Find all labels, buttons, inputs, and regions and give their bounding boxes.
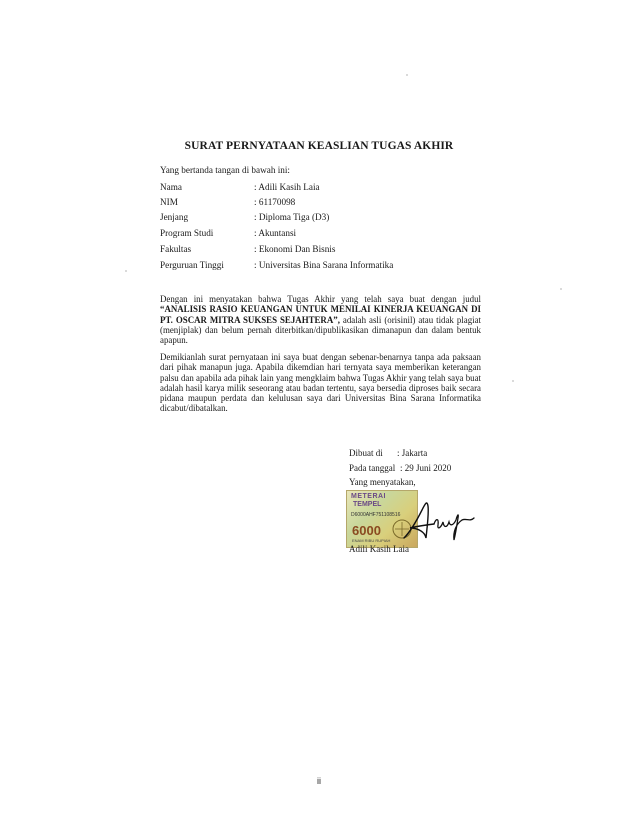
identity-value: : Adili Kasih Laia [254, 182, 320, 192]
identity-row-university [160, 260, 480, 272]
identity-row-level [160, 212, 480, 224]
page-number: ii [317, 776, 321, 786]
scan-speck [406, 74, 408, 76]
scan-speck [512, 380, 514, 382]
statement-text-before: Dengan ini menyatakan bahwa Tugas Akhir yang telah saya buat dengan judul [160, 294, 481, 304]
statement-paragraph [160, 294, 481, 345]
identity-row-nim [160, 197, 480, 209]
statement-text-after: adalah asli (orisinil) atau tidak plagiat (menjiplak) dan belum pernah diterbitkan/dipublikasikan dimanapun dan dalam bentuk apapun. [160, 314, 481, 346]
identity-label: NIM [160, 197, 178, 207]
thesis-title: “ANALISIS RASIO KEUANGAN UNTUK MENILAI KINERJA KEUANGAN DI PT. OSCAR MITRA SUKSES SEJAHTERA”, [160, 304, 481, 325]
identity-label: Nama [160, 182, 182, 192]
intro-text: Yang bertanda tangan di bawah ini: [160, 165, 290, 175]
place-value: : Jakarta [397, 448, 428, 458]
identity-row-name [160, 182, 480, 194]
stamp-serial: D6000AHF751108516 [351, 512, 401, 518]
place-label: Dibuat di [349, 448, 383, 458]
handwritten-signature-icon [396, 488, 480, 548]
identity-label: Fakultas [160, 244, 192, 254]
identity-label: Perguruan Tinggi [160, 260, 224, 270]
scan-speck [125, 270, 127, 272]
document-title: SURAT PERNYATAAN KEASLIAN TUGAS AKHIR [184, 140, 454, 152]
signatory-name: Adili Kasih Laia [349, 544, 409, 554]
identity-label: Program Studi [160, 228, 214, 238]
identity-value: : Ekonomi Dan Bisnis [254, 244, 336, 254]
stamp-line1: METERAI [351, 493, 386, 500]
identity-value: : Diploma Tiga (D3) [254, 212, 330, 222]
identity-row-program [160, 228, 480, 240]
closing-paragraph: Demikianlah surat pernyataan ini saya buat dengan sebenar-benarnya tanpa ada paksaan dari pihak manapun juga. Apabila dikemdian hari ternyata saya memberikan keterangan palsu dan apabila ada pihak lain yang mengklaim bahwa Tugas Akhir yang telah saya buat adalah hasil karya milik seseorang atau badan tertentu, saya bersedia diproses baik secara pidana maupun perdata dan kelulusan saya dari Universitas Bina Sarana Informatika dicabut/dibatalkan. [160, 352, 481, 414]
scan-speck [560, 288, 562, 290]
date-label: Pada tanggal [349, 463, 396, 473]
identity-value: : 61170098 [254, 197, 296, 207]
date-value: : 29 Juni 2020 [400, 463, 452, 473]
identity-value: : Universitas Bina Sarana Informatika [254, 260, 394, 270]
identity-label: Jenjang [160, 212, 189, 222]
stamp-amount: 6000 [352, 523, 381, 538]
stamp-line2: TEMPEL [353, 501, 382, 508]
identity-row-faculty [160, 244, 480, 256]
stamp-footer: ENAM RIBU RUPIAH [352, 538, 391, 543]
declarant-label: Yang menyatakan, [349, 477, 416, 487]
identity-value: : Akuntansi [254, 228, 297, 238]
